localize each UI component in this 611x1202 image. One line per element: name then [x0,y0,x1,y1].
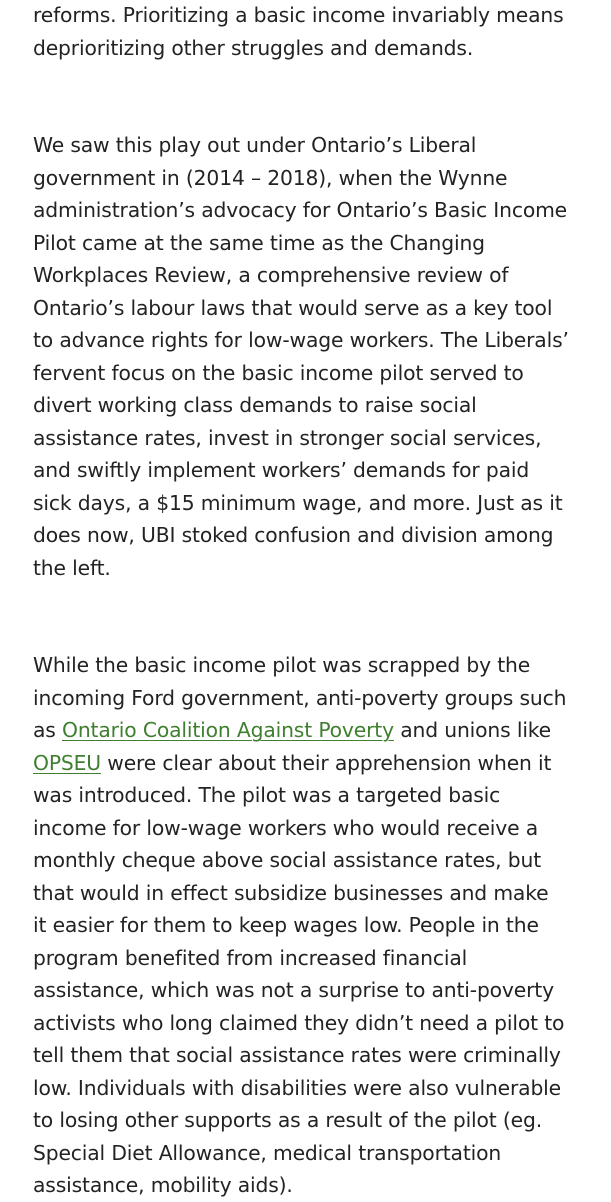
text-line: deprioritizing other struggles and demands. [33,35,474,60]
ocap-link[interactable]: Ontario Coalition Against Poverty [62,718,394,742]
paragraph-pilot-scrapped [33,649,593,1202]
text-line: Special Diet Allowance, medical transportation [33,1140,502,1165]
text-fragment: as [33,718,62,742]
text-line: that would in effect subsidize businesses and make [33,880,549,905]
text-line: tell them that social assistance rates were criminally [33,1043,561,1067]
text-line: assistance rates, invest in stronger social services, [33,425,542,450]
text-line: income for low-wage workers who would receive a [33,815,539,840]
text-fragment: were clear about their apprehension when it [100,750,552,775]
text-fragment: and unions like [393,718,552,742]
text-line: administration’s advocacy for Ontario’s Basic Income [33,198,568,222]
opseu-link[interactable]: OPSEU [33,750,101,775]
text-line: Workplaces Review, a comprehensive review of [33,263,509,287]
text-line: Pilot came at the same time as the Changing [33,230,485,255]
text-line: low. Individuals with disabilities were also vulnerable [33,1075,561,1100]
text-line: fervent focus on the basic income pilot served to [33,360,524,385]
paragraph-reforms [33,0,593,64]
text-line-with-link [33,747,593,780]
text-line: Ontario’s labour laws that would serve as a key tool [33,295,553,320]
text-line: activists who long claimed they didn’t need a pilot to [33,1010,565,1035]
text-line-with-link [33,714,593,747]
text-line: assistance, which was not a surprise to anti-poverty [33,978,554,1002]
text-line: was introduced. The pilot was a targeted basic [33,783,501,807]
text-line: to losing other supports as a result of the pilot (eg. [33,1108,543,1132]
text-line: it easier for them to keep wages low. People in the [33,913,539,937]
text-line: divert working class demands to raise social [33,393,477,417]
text-line: government in (2014 – 2018), when the Wynne [33,165,508,190]
paragraph-ontario-liberal [33,129,593,584]
text-line: We saw this play out under Ontario’s Liberal [33,133,477,157]
text-line: and swiftly implement workers’ demands for paid [33,458,530,482]
text-line: monthly cheque above social assistance rates, but [33,848,542,872]
text-line: program benefited from increased financial [33,945,468,970]
article-body [33,0,593,1202]
text-line: does now, UBI stoked confusion and division among [33,523,554,547]
text-line: assistance, mobility aids). [33,1173,293,1197]
text-line: incoming Ford government, anti-poverty groups such [33,685,567,710]
text-line: sick days, a $15 minimum wage, and more. Just as it [33,490,563,515]
text-line: reforms. Prioritizing a basic income invariably means [33,3,564,27]
text-line: to advance rights for low-wage workers. The Liberals’ [33,328,569,352]
text-line: the left. [33,555,111,580]
text-line: While the basic income pilot was scrapped by the [33,653,531,677]
